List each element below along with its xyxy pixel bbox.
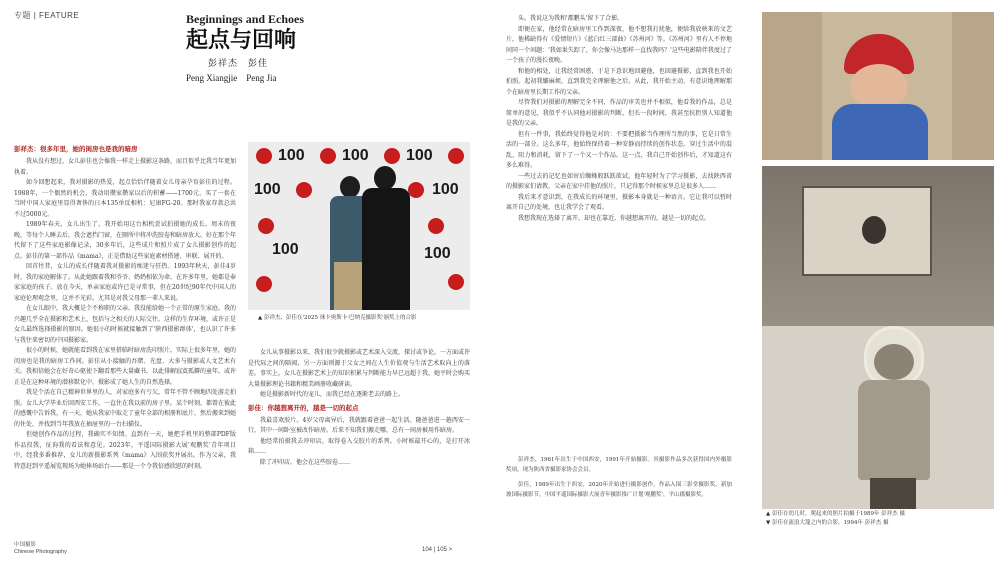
paragraph: 很小的时候，她就能看到我在家里搭临时暗房洗印照片。实际上很多年里，她的闺房也是我的暗房工作间。彭佳从小接触的吾睹、光盘、大多与摄影或人文艺术有关。我相信她会在好奇心驱使下翻看那些大量藏书，以此排解寂寞孤僻的童年，或许正是在这种环境的潜移默化中，摄影成了她人生的自然选择。 bbox=[14, 347, 236, 386]
leica-logo-icon bbox=[258, 218, 274, 234]
page-numbers: 104 | 105 > bbox=[422, 547, 453, 553]
bio-father: 彭祥杰，1961年出生于中国西安，1991年开始摄影。其摄影作品多次获得国内外摄影奖项，现为陕西省摄影家协会会员。 bbox=[506, 457, 732, 473]
right-photo-captions bbox=[766, 510, 992, 528]
paragraph: 但有一件事，我始终觉得他是对的：不要把摄影当作理所当然的事，它是日常生活的一部分。这么多年，他始终保持着一种安静而持续的创作状态。穿过生活中的混乱，阻力和消耗，留下了一个又一个作品。这一点，我自己开始创作后，才知道这有多么难得。 bbox=[506, 130, 732, 169]
paragraph: 尽管我们对摄影的理解完全不同，作品的审美也并不相似，他看我的作品，总是简单的意见，我似乎不认同他对摄影的判断。但长一段时间，我甚至抗拒别人知道他是我的父亲。 bbox=[506, 99, 732, 127]
person-father-head bbox=[374, 166, 396, 190]
leica-logo-icon bbox=[384, 148, 400, 164]
child-legs bbox=[870, 478, 916, 509]
vintage-bw-photo bbox=[762, 166, 994, 509]
logo-100-text: 100 bbox=[278, 147, 305, 164]
paragraph: 除了冲印店，他会在这些胶卷…… bbox=[260, 458, 351, 466]
leica-logo-icon bbox=[448, 148, 464, 164]
section-label: 专题 | FEATURE bbox=[14, 11, 80, 20]
paragraph: 头。我说这为我和'都鹏头'留下了合影。 bbox=[518, 15, 624, 22]
paragraph: 我从没有想过，女儿彭佳也会像我一样走上摄影这条路，而且似乎比我当年更加执着。 bbox=[14, 158, 236, 176]
award-event-photo bbox=[248, 142, 470, 310]
magazine-name-zh: 中国摄影 bbox=[14, 542, 37, 548]
caption-baby-photo: ▲ 彭佳在幼儿时，爬起来的照片拍摄于1989年 彭祥杰 摄 bbox=[766, 511, 905, 517]
right-article-column bbox=[506, 14, 732, 444]
magazine-footer bbox=[14, 542, 67, 556]
paragraph: 1989年春天，女儿出生了。我开始用这台相机尝试拍摄她的成长。周末的夜晚，等每个人睡去后，我会遮挡门窗，在厕所中将冲洗胶卷和暗房放大。好在那个年代留下了这些家庭影像记录，30多年后，这些成片和照片成了女儿摄影创作的起点。彭佳的第一部作品《mama》，正是借助这些家庭素材搭建、串联、展开的。 bbox=[14, 221, 236, 260]
paragraph: 她是摄影新时代的宠儿，而我已经在逐渐老去的路上。 bbox=[260, 391, 405, 398]
paragraph: 和他的相处，让我经常困惑，于是下意识地回避他，也回避摄影，直到我也开始拍照。起初我嫌麻烦，直到我完全理解他之后。从此，我开始主动、有意识地理解那个在暗房里长期工作的父亲。 bbox=[506, 67, 732, 96]
leica-logo-icon bbox=[296, 182, 312, 198]
authors-en: Peng Xiangjie Peng Jia bbox=[186, 73, 277, 84]
logo-100-text: 100 bbox=[424, 245, 451, 262]
caption-bw-photo: ▼ 彭佳在流浪大篷之内的合影，1994年 彭祥杰 摄 bbox=[766, 520, 889, 526]
person-daughter-head bbox=[340, 176, 360, 198]
title-en: Beginnings and Echoes bbox=[186, 12, 305, 26]
baby-photo bbox=[762, 12, 994, 160]
paragraph: 在女儿眼中，我大概是个不称职的父亲。我没能给她一个正常的原生家庭。我的兴趣几乎全在摄影和艺术上，包括与之相关的人际交往。这样的生存环境，或许正是女儿最终选择摄影的原因。她很小的时候就接触到了'陕西摄影群体'，也认识了许多与我往来密切的中国摄影家。 bbox=[14, 305, 236, 344]
left-subhead: 彭祥杰：很多年里，她的闺房也是我的暗房 bbox=[14, 145, 138, 153]
paragraph: 我是个活在自己精神世界里的人，对家庭多有亏欠，常年不管不顾地四处游走拍照。女儿大学毕业后回西安工作，一直住在我以前的房子里。某个时刻，都曾在彼此的感慨中告诉我，有一天，她从我家中取走了童年全部的相册和底片，然后搬来到她的住处，并找到当年我放在抽屉里的一台扫描仪。 bbox=[14, 389, 236, 428]
person-father-body bbox=[362, 188, 410, 310]
bio-daughter: 彭佳，1989年出生于西安，2020年开始进行摄影创作，作品入围三影堂摄影奖、新加坡国际摄影节，中国平遥国际摄影大展青年摄影推广计划'观鹏奖'，平山郡摄影奖。 bbox=[506, 482, 732, 498]
leica-logo-icon bbox=[428, 218, 444, 234]
logo-100-text: 100 bbox=[406, 147, 433, 164]
magazine-name-en: Chinese Photography bbox=[14, 549, 67, 555]
title-zh: 起点与回响 bbox=[186, 27, 297, 53]
paragraph: 回首往昔，女儿的成长伴随着我对摄影的痴迷与狂热。1993年秋天，彭佳4岁时，我的家庭解体了。从此她跟着我和爷爷、奶奶相依为命。在许多年里，她都是奉家家庭的孩子。放在今天，单亲家庭或许已是寻常事，但在20世纪90年代中国人的家庭伦理观念里，这并不光彩。尤其是对我父母那一辈人来说。 bbox=[14, 263, 236, 302]
leica-logo-icon bbox=[448, 274, 464, 290]
mid-article-column bbox=[248, 348, 470, 528]
leica-logo-icon bbox=[256, 276, 272, 292]
mid-photo-caption: ▲ 彭祥杰、彭佳在'2025 徕卡奥斯卡·巴纳克摄影奖'颁奖上的合影 bbox=[258, 315, 417, 321]
paragraph: 我后来才意识到，在我成长的环境里，摄影本身就是一种语言。它让我可以暂时离开自己的处境，也让我学会了观看。 bbox=[506, 193, 732, 211]
paragraph: 他经常拍摄我去冲印店，取得卷入交胶片的系列。小时候最开心的，是打开冰箱…… bbox=[248, 437, 470, 455]
leica-logo-icon bbox=[408, 182, 424, 198]
paragraph: 但她创作作品的过程，我确实不知情。直到有一天，她把手机里的整部PDF版作品投我，征询我的看法和意见。2023年，平遥国际摄影大展'观鹏奖'青年项目中，经我多番推荐，女儿的新摄影系列《mama》入围获奖并展出。作为父亲，我特意赶到平遥展览现场为她捧场站台——那是一个令我倍感欣慰的时刻。 bbox=[14, 431, 236, 470]
child-face bbox=[874, 344, 914, 380]
logo-100-text: 100 bbox=[342, 147, 369, 164]
paragraph: 女儿从事摄影以来，我们很少就摄影或艺术深入交流，探讨或争论，一方面或许是代际之间的隔阂，另一方面则源于父女之间在人生价值观与生活艺术取向上的落差。事实上，女儿在摄影艺术上的知识积累与判断能力早已远超于我，她平时会购买大量摄影理论书籍和精美画册收藏研读。 bbox=[248, 349, 470, 388]
blue-sweater bbox=[832, 104, 928, 160]
authors-zh: 彭祥杰 彭佳 bbox=[208, 59, 269, 70]
logo-100-text: 100 bbox=[272, 241, 299, 258]
article-title-block bbox=[186, 12, 406, 84]
author-bios bbox=[506, 450, 732, 530]
paragraph: 我最喜欢胶片。4岁父母离异后，我就跟着爸爸一起生活。随爸爸进一趟西安一行，其中一间卧室被改作暗房。后来不知我们搬走哪，总有一间房被用作暗房。 bbox=[248, 416, 470, 434]
mid-subhead: 彭佳：你越想离开的，越是一切的起点 bbox=[248, 403, 359, 412]
leica-logo-icon bbox=[256, 148, 272, 164]
child-in-booth bbox=[862, 216, 886, 244]
logo-100-text: 100 bbox=[254, 181, 281, 198]
logo-100-text: 100 bbox=[432, 181, 459, 198]
paragraph: 如今回想起来，我对摄影的热爱，起点恰恰伴随着女儿母亲孕育彭佳的过程。1988年，一个偶然的机会，我动用攒家攒家以后的积蓄——1700元，买了一套在当时中国人家庭里显得奢侈的日本135单反相机：尼康FG-20。那时我家存款总共不过5000元。 bbox=[14, 179, 236, 218]
paragraph: 我想我现在选择了离开，却也在靠近。你越想离开的，越是一切的起点。 bbox=[518, 214, 711, 222]
leica-logo-icon bbox=[320, 148, 336, 164]
left-article-column bbox=[14, 142, 236, 537]
child-coat bbox=[858, 380, 930, 480]
paragraph: 一些过去的记忆也如帘后蜘蛛般跃跃欲试。他年轻时为了学习摄影，去找陕西省的摄影家们请教，父亲在家中挂他的照片，只记得那个时候家里总是很多人…… bbox=[506, 172, 732, 190]
paragraph: 即便在家，他经常在暗房里工作到深夜，他不想我打扰他，便给我放映来的文艺片，他稀缺得有《爱情短片》《蓝白红三部曲》《苏州河》等。《苏州河》里有人不停地问同一个问题：'我如果失踪了，你会像马达那样一直找我吗？'这些电影陪伴我度过了一个孩子的漫长夜晚。 bbox=[506, 25, 732, 64]
